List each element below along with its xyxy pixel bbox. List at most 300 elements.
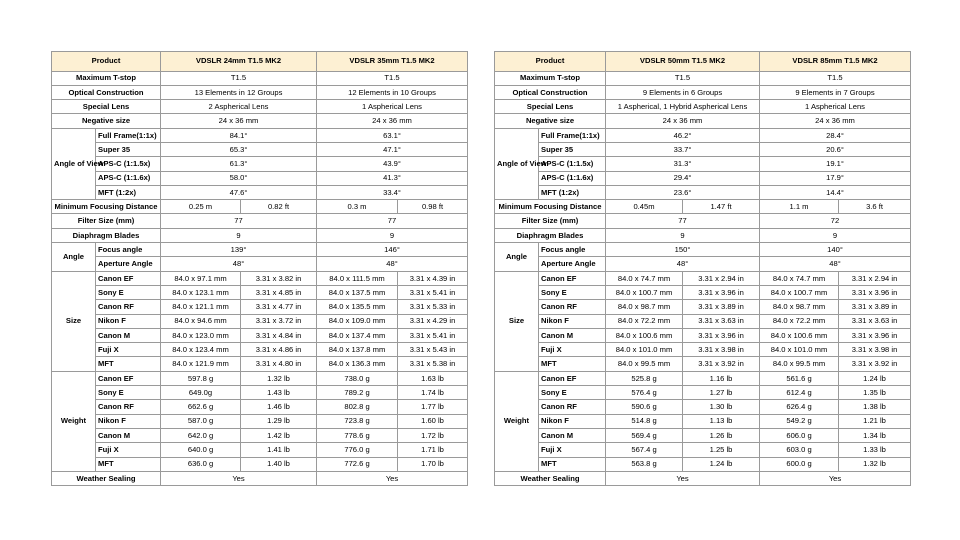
spec-label: Special Lens <box>52 100 161 114</box>
spec-row <box>52 71 468 85</box>
imperial-value: 1.35 lb <box>839 386 911 400</box>
spec-row <box>495 71 911 85</box>
sub-label: Nikon F <box>96 414 161 428</box>
metric-value: 636.0 g <box>161 457 241 471</box>
spec-value: Yes <box>606 471 760 485</box>
metric-value: 84.0 x 100.7 mm <box>760 285 839 299</box>
spec-value: T1.5 <box>606 71 760 85</box>
sub-label: Canon M <box>96 328 161 342</box>
spec-value: 139° <box>161 243 317 257</box>
spec-value: Yes <box>161 471 317 485</box>
sub-label: Canon RF <box>539 400 606 414</box>
metric-value: 723.8 g <box>317 414 398 428</box>
weight-row <box>52 386 468 400</box>
weight-row <box>52 443 468 457</box>
sub-label: Fuji X <box>96 343 161 357</box>
spec-value: T1.5 <box>161 71 317 85</box>
sub-label: Full Frame(1:1x) <box>96 128 161 142</box>
spec-row <box>495 214 911 228</box>
spec-value: 48° <box>317 257 468 271</box>
metric-value: 84.0 x 72.2 mm <box>606 314 683 328</box>
spec-value: 2 Aspherical Lens <box>161 100 317 114</box>
metric-value: 84.0 x 100.6 mm <box>760 328 839 342</box>
imperial-value: 1.24 lb <box>683 457 760 471</box>
spec-value: 24 x 36 mm <box>606 114 760 128</box>
metric-value: 84.0 x 121.9 mm <box>161 357 241 371</box>
spec-value: 24 x 36 mm <box>317 114 468 128</box>
metric-value: 649.0g <box>161 386 241 400</box>
angle-of-view-group-label: Angle of View <box>52 128 96 199</box>
metric-value: 561.6 g <box>760 371 839 385</box>
metric-value: 603.0 g <box>760 443 839 457</box>
sub-label: MFT <box>539 457 606 471</box>
size-row <box>52 357 468 371</box>
imperial-value: 3.31 x 5.43 in <box>398 343 468 357</box>
imperial-value: 1.33 lb <box>839 443 911 457</box>
imperial-value: 1.25 lb <box>683 443 760 457</box>
spec-value: 20.6° <box>760 142 911 156</box>
spec-row <box>52 214 468 228</box>
size-row <box>495 271 911 285</box>
header-lens-name: VDSLR 85mm T1.5 MK2 <box>760 52 911 72</box>
sub-label: Sony E <box>96 386 161 400</box>
metric-value: 84.0 x 123.4 mm <box>161 343 241 357</box>
sub-label: MFT <box>96 457 161 471</box>
sub-label: Sony E <box>539 285 606 299</box>
metric-value: 525.8 g <box>606 371 683 385</box>
metric-value: 772.6 g <box>317 457 398 471</box>
spec-row <box>495 228 911 242</box>
spec-row <box>52 114 468 128</box>
imperial-value: 3.31 x 3.89 in <box>839 300 911 314</box>
sub-label: Canon RF <box>96 400 161 414</box>
imperial-value: 1.30 lb <box>683 400 760 414</box>
metric-value: 84.0 x 101.0 mm <box>606 343 683 357</box>
sub-label: APS-C (1:1.6x) <box>96 171 161 185</box>
spec-label: Maximum T-stop <box>52 71 161 85</box>
imperial-value: 3.31 x 5.33 in <box>398 300 468 314</box>
spec-table-left <box>51 51 468 486</box>
imperial-value: 1.60 lb <box>398 414 468 428</box>
spec-value: 150° <box>606 243 760 257</box>
imperial-value: 3.31 x 3.63 in <box>683 314 760 328</box>
spec-label: Maximum T-stop <box>495 71 606 85</box>
spec-value: 58.0° <box>161 171 317 185</box>
imperial-value: 3.31 x 5.41 in <box>398 285 468 299</box>
spec-value: 9 Elements in 6 Groups <box>606 85 760 99</box>
spec-value: T1.5 <box>760 71 911 85</box>
metric-value: 0.3 m <box>317 200 398 214</box>
weight-row <box>495 428 911 442</box>
spec-label: Filter Size (mm) <box>495 214 606 228</box>
imperial-value: 3.31 x 4.39 in <box>398 271 468 285</box>
imperial-value: 3.31 x 3.82 in <box>241 271 317 285</box>
imperial-value: 0.82 ft <box>241 200 317 214</box>
metric-value: 84.0 x 123.1 mm <box>161 285 241 299</box>
spec-label: Minimum Focusing Distance <box>52 200 161 214</box>
angle-of-view-row <box>52 185 468 199</box>
sub-label: MFT (1:2x) <box>539 185 606 199</box>
imperial-value: 3.31 x 3.89 in <box>683 300 760 314</box>
metric-value: 84.0 x 74.7 mm <box>760 271 839 285</box>
header-lens-name: VDSLR 50mm T1.5 MK2 <box>606 52 760 72</box>
size-row <box>52 285 468 299</box>
metric-value: 84.0 x 98.7 mm <box>606 300 683 314</box>
imperial-value: 3.31 x 3.96 in <box>683 328 760 342</box>
imperial-value: 3.31 x 4.80 in <box>241 357 317 371</box>
metric-value: 84.0 x 99.5 mm <box>760 357 839 371</box>
imperial-value: 3.31 x 4.86 in <box>241 343 317 357</box>
imperial-value: 3.6 ft <box>839 200 911 214</box>
angle-row <box>52 257 468 271</box>
spec-label: Diaphragm Blades <box>495 228 606 242</box>
sub-label: MFT <box>96 357 161 371</box>
angle-row <box>52 243 468 257</box>
weight-row <box>495 386 911 400</box>
spec-value: 63.1° <box>317 128 468 142</box>
size-row <box>52 328 468 342</box>
sub-label: Canon M <box>539 328 606 342</box>
spec-value: 77 <box>317 214 468 228</box>
spec-row <box>495 114 911 128</box>
imperial-value: 1.70 lb <box>398 457 468 471</box>
sub-label: Sony E <box>539 386 606 400</box>
metric-value: 84.0 x 137.5 mm <box>317 285 398 299</box>
metric-value: 84.0 x 72.2 mm <box>760 314 839 328</box>
imperial-value: 1.13 lb <box>683 414 760 428</box>
sub-label: Aperture Angle <box>96 257 161 271</box>
metric-value: 600.0 g <box>760 457 839 471</box>
metric-value: 84.0 x 94.6 mm <box>161 314 241 328</box>
sub-label: APS-C (1:1.6x) <box>539 171 606 185</box>
spec-value: T1.5 <box>317 71 468 85</box>
weight-group-label: Weight <box>52 371 96 471</box>
imperial-value: 1.40 lb <box>241 457 317 471</box>
angle-group-label: Angle <box>495 243 539 272</box>
size-group-label: Size <box>495 271 539 371</box>
imperial-value: 1.74 lb <box>398 386 468 400</box>
size-row <box>495 357 911 371</box>
imperial-value: 3.31 x 4.85 in <box>241 285 317 299</box>
imperial-value: 1.26 lb <box>683 428 760 442</box>
spec-value: 46.2° <box>606 128 760 142</box>
spec-value: 31.3° <box>606 157 760 171</box>
spec-value: 84.1° <box>161 128 317 142</box>
imperial-value: 3.31 x 4.77 in <box>241 300 317 314</box>
spec-value: 17.9° <box>760 171 911 185</box>
spec-value: Yes <box>760 471 911 485</box>
imperial-value: 3.31 x 5.41 in <box>398 328 468 342</box>
imperial-value: 1.72 lb <box>398 428 468 442</box>
spec-value: 48° <box>606 257 760 271</box>
sub-label: Super 35 <box>539 142 606 156</box>
metric-value: 84.0 x 100.6 mm <box>606 328 683 342</box>
metric-value: 569.4 g <box>606 428 683 442</box>
angle-of-view-row <box>52 142 468 156</box>
sub-label: Aperture Angle <box>539 257 606 271</box>
metric-value: 626.4 g <box>760 400 839 414</box>
size-row <box>495 300 911 314</box>
sub-label: MFT (1:2x) <box>96 185 161 199</box>
metric-value: 576.4 g <box>606 386 683 400</box>
imperial-value: 1.38 lb <box>839 400 911 414</box>
size-row <box>52 343 468 357</box>
weather-sealing-row <box>495 471 911 485</box>
spec-value: 77 <box>606 214 760 228</box>
sub-label: Nikon F <box>539 414 606 428</box>
metric-value: 84.0 x 97.1 mm <box>161 271 241 285</box>
spec-value: 33.7° <box>606 142 760 156</box>
spec-label: Filter Size (mm) <box>52 214 161 228</box>
spec-value: 140° <box>760 243 911 257</box>
spec-value: 24 x 36 mm <box>760 114 911 128</box>
spec-value: 61.3° <box>161 157 317 171</box>
imperial-value: 1.32 lb <box>241 371 317 385</box>
spec-row <box>52 228 468 242</box>
weather-sealing-row <box>52 471 468 485</box>
sub-label: Canon EF <box>539 371 606 385</box>
metric-value: 778.6 g <box>317 428 398 442</box>
metric-value: 84.0 x 98.7 mm <box>760 300 839 314</box>
spec-value: 146° <box>317 243 468 257</box>
metric-value: 84.0 x 123.0 mm <box>161 328 241 342</box>
imperial-value: 3.31 x 3.98 in <box>683 343 760 357</box>
angle-of-view-group-label: Angle of View <box>495 128 539 199</box>
imperial-value: 3.31 x 3.96 in <box>839 328 911 342</box>
metric-value: 84.0 x 136.3 mm <box>317 357 398 371</box>
sub-label: Canon M <box>96 428 161 442</box>
spec-value: Yes <box>317 471 468 485</box>
angle-of-view-row <box>495 185 911 199</box>
header-lens-name: VDSLR 35mm T1.5 MK2 <box>317 52 468 72</box>
size-row <box>495 328 911 342</box>
imperial-value: 3.31 x 2.94 in <box>683 271 760 285</box>
spec-value: 1 Aspherical Lens <box>760 100 911 114</box>
spec-table-right <box>494 51 911 486</box>
sub-label: Sony E <box>96 285 161 299</box>
imperial-value: 3.31 x 3.98 in <box>839 343 911 357</box>
min-focus-row <box>495 200 911 214</box>
sub-label: Fuji X <box>539 443 606 457</box>
imperial-value: 1.46 lb <box>241 400 317 414</box>
sub-label: APS-C (1:1.5x) <box>96 157 161 171</box>
spec-value: 9 Elements in 7 Groups <box>760 85 911 99</box>
sub-label: Focus angle <box>96 243 161 257</box>
spec-value: 13 Elements in 12 Groups <box>161 85 317 99</box>
weight-row <box>52 371 468 385</box>
metric-value: 514.8 g <box>606 414 683 428</box>
header-lens-name: VDSLR 24mm T1.5 MK2 <box>161 52 317 72</box>
spec-value: 33.4° <box>317 185 468 199</box>
imperial-value: 0.98 ft <box>398 200 468 214</box>
spec-label: Weather Sealing <box>495 471 606 485</box>
metric-value: 84.0 x 121.1 mm <box>161 300 241 314</box>
size-row <box>495 314 911 328</box>
metric-value: 84.0 x 137.4 mm <box>317 328 398 342</box>
metric-value: 802.8 g <box>317 400 398 414</box>
weight-row <box>52 457 468 471</box>
metric-value: 563.8 g <box>606 457 683 471</box>
imperial-value: 1.21 lb <box>839 414 911 428</box>
spec-value: 9 <box>760 228 911 242</box>
metric-value: 0.45m <box>606 200 683 214</box>
imperial-value: 3.31 x 3.96 in <box>683 285 760 299</box>
spec-label: Weather Sealing <box>52 471 161 485</box>
spec-value: 9 <box>606 228 760 242</box>
spec-label: Diaphragm Blades <box>52 228 161 242</box>
size-group-label: Size <box>52 271 96 371</box>
header-product-label: Product <box>52 52 161 72</box>
spec-value: 41.3° <box>317 171 468 185</box>
imperial-value: 1.71 lb <box>398 443 468 457</box>
imperial-value: 3.31 x 5.38 in <box>398 357 468 371</box>
spec-label: Minimum Focusing Distance <box>495 200 606 214</box>
imperial-value: 3.31 x 3.92 in <box>683 357 760 371</box>
angle-of-view-row <box>52 157 468 171</box>
spec-row <box>52 100 468 114</box>
metric-value: 84.0 x 101.0 mm <box>760 343 839 357</box>
sub-label: Canon EF <box>96 271 161 285</box>
imperial-value: 1.24 lb <box>839 371 911 385</box>
imperial-value: 3.31 x 3.96 in <box>839 285 911 299</box>
spec-label: Negative size <box>52 114 161 128</box>
spec-value: 1 Aspherical, 1 Hybrid Aspherical Lens <box>606 100 760 114</box>
metric-value: 1.1 m <box>760 200 839 214</box>
metric-value: 789.2 g <box>317 386 398 400</box>
imperial-value: 1.47 ft <box>683 200 760 214</box>
size-row <box>52 300 468 314</box>
imperial-value: 1.32 lb <box>839 457 911 471</box>
metric-value: 640.0 g <box>161 443 241 457</box>
angle-group-label: Angle <box>52 243 96 272</box>
spec-value: 48° <box>760 257 911 271</box>
size-row <box>52 314 468 328</box>
metric-value: 84.0 x 100.7 mm <box>606 285 683 299</box>
imperial-value: 1.43 lb <box>241 386 317 400</box>
size-row <box>495 343 911 357</box>
sub-label: MFT <box>539 357 606 371</box>
sub-label: Canon EF <box>539 271 606 285</box>
imperial-value: 3.31 x 4.84 in <box>241 328 317 342</box>
spec-value: 47.1° <box>317 142 468 156</box>
spec-value: 47.6° <box>161 185 317 199</box>
spec-value: 48° <box>161 257 317 271</box>
header-row <box>52 52 468 72</box>
metric-value: 738.0 g <box>317 371 398 385</box>
weight-group-label: Weight <box>495 371 539 471</box>
metric-value: 590.6 g <box>606 400 683 414</box>
metric-value: 642.0 g <box>161 428 241 442</box>
imperial-value: 1.27 lb <box>683 386 760 400</box>
imperial-value: 3.31 x 3.63 in <box>839 314 911 328</box>
metric-value: 776.0 g <box>317 443 398 457</box>
sub-label: Fuji X <box>96 443 161 457</box>
metric-value: 606.0 g <box>760 428 839 442</box>
header-product-label: Product <box>495 52 606 72</box>
spec-row <box>495 85 911 99</box>
sub-label: Super 35 <box>96 142 161 156</box>
metric-value: 567.4 g <box>606 443 683 457</box>
spec-label: Negative size <box>495 114 606 128</box>
metric-value: 84.0 x 135.5 mm <box>317 300 398 314</box>
imperial-value: 1.34 lb <box>839 428 911 442</box>
spec-value: 14.4° <box>760 185 911 199</box>
angle-of-view-row <box>495 142 911 156</box>
weight-row <box>495 371 911 385</box>
angle-of-view-row <box>52 128 468 142</box>
spec-value: 24 x 36 mm <box>161 114 317 128</box>
weight-row <box>495 443 911 457</box>
imperial-value: 1.41 lb <box>241 443 317 457</box>
sub-label: Canon EF <box>96 371 161 385</box>
angle-of-view-row <box>52 171 468 185</box>
weight-row <box>495 400 911 414</box>
metric-value: 84.0 x 109.0 mm <box>317 314 398 328</box>
angle-row <box>495 257 911 271</box>
sub-label: APS-C (1:1.5x) <box>539 157 606 171</box>
sub-label: Focus angle <box>539 243 606 257</box>
metric-value: 84.0 x 74.7 mm <box>606 271 683 285</box>
spec-value: 43.9° <box>317 157 468 171</box>
imperial-value: 1.77 lb <box>398 400 468 414</box>
sub-label: Canon RF <box>96 300 161 314</box>
imperial-value: 3.31 x 2.94 in <box>839 271 911 285</box>
imperial-value: 1.42 lb <box>241 428 317 442</box>
spec-value: 28.4° <box>760 128 911 142</box>
metric-value: 0.25 m <box>161 200 241 214</box>
spec-value: 9 <box>161 228 317 242</box>
spec-value: 77 <box>161 214 317 228</box>
imperial-value: 3.31 x 3.72 in <box>241 314 317 328</box>
metric-value: 662.6 g <box>161 400 241 414</box>
sub-label: Nikon F <box>539 314 606 328</box>
metric-value: 549.2 g <box>760 414 839 428</box>
spec-value: 72 <box>760 214 911 228</box>
spec-value: 1 Aspherical Lens <box>317 100 468 114</box>
imperial-value: 3.31 x 3.92 in <box>839 357 911 371</box>
sub-label: Fuji X <box>539 343 606 357</box>
metric-value: 587.0 g <box>161 414 241 428</box>
spec-value: 23.6° <box>606 185 760 199</box>
spec-value: 12 Elements in 10 Groups <box>317 85 468 99</box>
header-row <box>495 52 911 72</box>
size-row <box>495 285 911 299</box>
angle-row <box>495 243 911 257</box>
sub-label: Full Frame(1:1x) <box>539 128 606 142</box>
metric-value: 84.0 x 99.5 mm <box>606 357 683 371</box>
metric-value: 597.8 g <box>161 371 241 385</box>
min-focus-row <box>52 200 468 214</box>
sub-label: Canon RF <box>539 300 606 314</box>
spec-value: 9 <box>317 228 468 242</box>
metric-value: 84.0 x 137.8 mm <box>317 343 398 357</box>
weight-row <box>495 457 911 471</box>
spec-row <box>495 100 911 114</box>
imperial-value: 1.63 lb <box>398 371 468 385</box>
spec-value: 19.1° <box>760 157 911 171</box>
angle-of-view-row <box>495 157 911 171</box>
imperial-value: 1.29 lb <box>241 414 317 428</box>
weight-row <box>52 428 468 442</box>
spec-value: 29.4° <box>606 171 760 185</box>
angle-of-view-row <box>495 128 911 142</box>
weight-row <box>495 414 911 428</box>
metric-value: 612.4 g <box>760 386 839 400</box>
weight-row <box>52 400 468 414</box>
imperial-value: 3.31 x 4.29 in <box>398 314 468 328</box>
imperial-value: 1.16 lb <box>683 371 760 385</box>
size-row <box>52 271 468 285</box>
